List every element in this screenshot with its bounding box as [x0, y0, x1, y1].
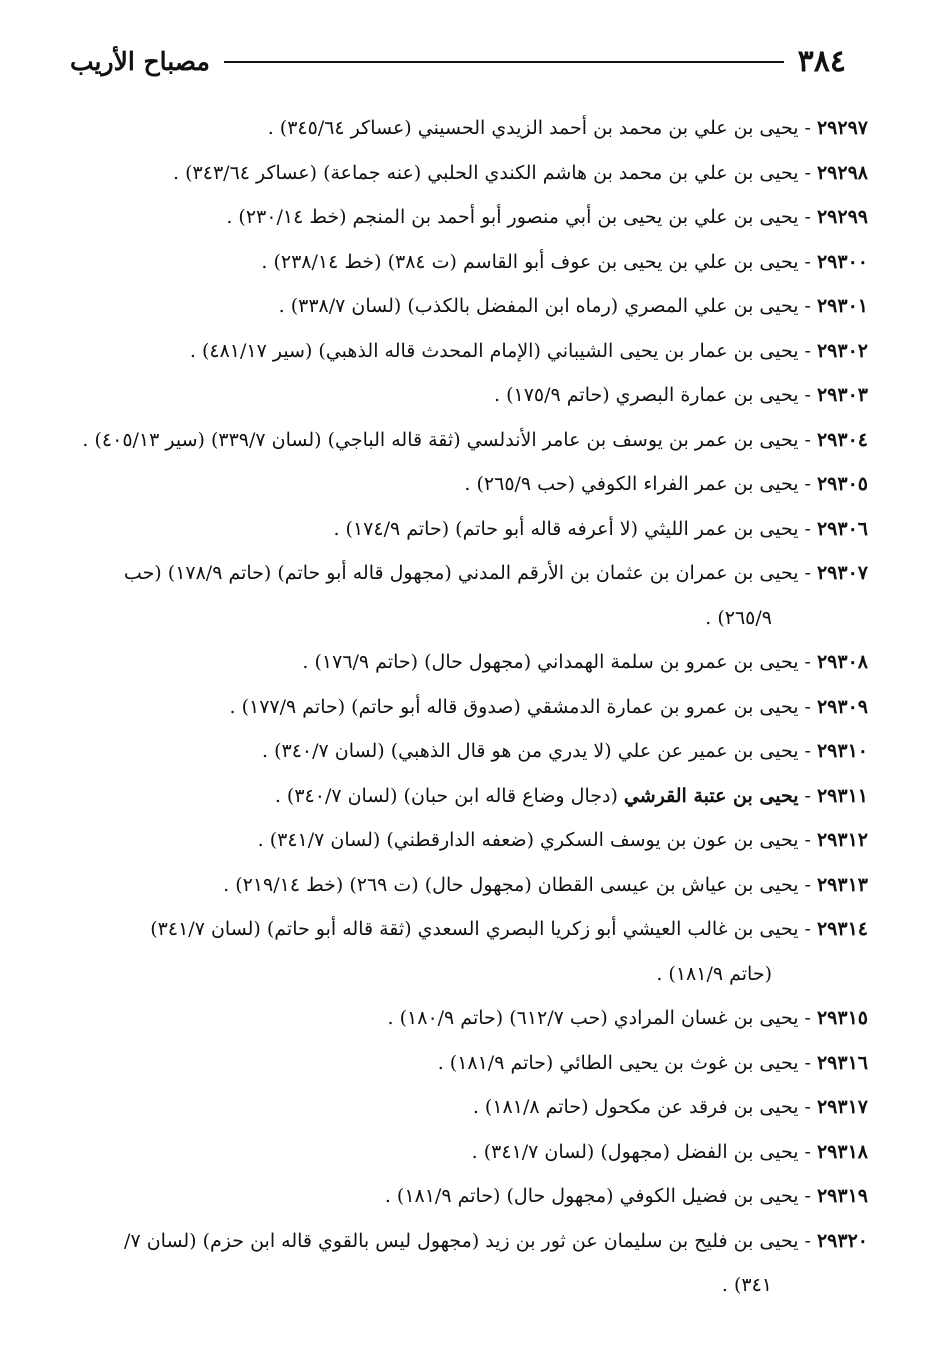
entry-text: يحيى بن عمرو بن سلمة الهمداني (مجهول حال) (حاتم ١٧٦/٩) . — [302, 651, 799, 673]
entry-row — [70, 996, 868, 1041]
entry-dash: - — [804, 250, 811, 273]
entry-text: يحيى بن عمار بن يحيى الشيباني (الإمام المحدث قاله الذهبي) (سير ٤٨١/١٧) . — [189, 339, 799, 362]
entry-dash: - — [804, 873, 811, 896]
entry-name-bold: يحيى بن عتبة القرشي — [623, 784, 799, 807]
entry-row — [70, 1085, 868, 1130]
entry-text: يحيى بن الفضل (مجهول) (لسان ٣٤١/٧) . — [471, 1140, 799, 1163]
entry-dash: - — [804, 206, 811, 228]
entry-dash: - — [804, 473, 811, 495]
entry-number: ٢٩٣١٢ — [816, 829, 868, 851]
entry-number: ٢٩٣١٨ — [816, 1140, 868, 1163]
entry-dash: - — [804, 918, 811, 940]
entry-text: يحيى بن عياش بن عيسى القطان (مجهول حال) (ت ٢٦٩) (خط ٢١٩/١٤) . — [223, 873, 799, 896]
entry-number: ٢٩٢٩٧ — [816, 117, 868, 139]
entry-row — [70, 1041, 868, 1086]
entry-dash: - — [804, 339, 811, 362]
entry-row — [70, 1174, 868, 1219]
entry-text: يحيى بن عمر الليثي (لا أعرفه قاله أبو حاتم) (حاتم ١٧٤/٩) . — [333, 517, 799, 540]
entry-text: يحيى بن علي بن محمد بن هاشم الكندي الحلبي (عنه جماعة) (عساكر ٣٤٣/٦٤) . — [173, 161, 799, 184]
entry-row — [70, 106, 868, 151]
entry-number: ٢٩٣٠٩ — [816, 695, 868, 718]
entry-row — [70, 818, 868, 863]
entry-number: ٢٩٣١٩ — [816, 1185, 868, 1207]
entry-number: ٢٩٣٠٤ — [816, 428, 868, 451]
entry-dash: - — [804, 784, 811, 807]
entry-row — [70, 284, 868, 329]
entry-dash: - — [804, 117, 811, 139]
entry-number: ٢٩٣١٠ — [816, 740, 868, 762]
entry-number: ٢٩٣١٥ — [816, 1007, 868, 1029]
entry-row — [70, 1219, 868, 1308]
entry-continuation: ٢٦٥/٩) . — [705, 606, 772, 629]
entry-dash: - — [804, 740, 811, 762]
entry-number: ٢٩٣٠٦ — [816, 517, 868, 540]
entries-list — [70, 106, 868, 1308]
entry-row — [70, 151, 868, 196]
entry-number: ٢٩٣٠١ — [816, 295, 868, 317]
entry-dash: - — [804, 651, 811, 673]
entry-number: ٢٩٣٠٢ — [816, 339, 868, 362]
entry-row — [70, 240, 868, 285]
entry-text: يحيى بن عمرو بن عمارة الدمشقي (صدوق قاله أبو حاتم) (حاتم ١٧٧/٩) . — [229, 695, 799, 718]
entry-number: ٢٩٣٠٣ — [816, 384, 868, 406]
entry-text: يحيى بن عمارة البصري (حاتم ١٧٥/٩) . — [493, 384, 799, 406]
entry-number: ٢٩٢٩٩ — [816, 206, 868, 228]
entry-text: يحيى بن علي بن يحيى بن أبي منصور أبو أحمد بن المنجم (خط ٢٣٠/١٤) . — [226, 206, 799, 228]
entry-number: ٢٩٣١٦ — [816, 1051, 868, 1074]
entry-text: يحيى بن عون بن يوسف السكري (ضعفه الدارقطني) (لسان ٣٤١/٧) . — [257, 829, 799, 851]
entry-dash: - — [804, 562, 811, 584]
entry-text: يحيى بن غالب العيشي أبو زكريا البصري السعدي (ثقة قاله أبو حاتم) (لسان ٣٤١/٧) — [150, 918, 799, 940]
entry-number: ٢٩٣١٣ — [816, 873, 868, 896]
entry-number: ٢٩٣١٧ — [816, 1096, 868, 1118]
entry-number: ٢٩٣٠٥ — [816, 473, 868, 495]
entry-dash: - — [804, 161, 811, 184]
entry-text: يحيى بن علي بن يحيى بن عوف أبو القاسم (ت ٣٨٤) (خط ٢٣٨/١٤) . — [261, 250, 799, 273]
entry-text: يحيى بن فليح بن سليمان عن ثور بن زيد (مجهول ليس بالقوي قاله ابن حزم) (لسان ٧/ — [124, 1229, 799, 1252]
entry-row — [70, 507, 868, 552]
entry-row — [70, 640, 868, 685]
header-rule — [224, 61, 784, 63]
entry-dash: - — [804, 829, 811, 851]
entry-row — [70, 551, 868, 640]
entry-text: يحيى بن علي بن محمد بن أحمد الزيدي الحسيني (عساكر ٣٤٥/٦٤) . — [267, 117, 799, 139]
entry-number: ٢٩٣٢٠ — [816, 1229, 868, 1252]
entry-row — [70, 774, 868, 819]
entry-row — [70, 195, 868, 240]
entry-row — [70, 462, 868, 507]
entry-row — [70, 329, 868, 374]
entry-text: يحيى بن عمر الفراء الكوفي (حب ٢٦٥/٩) . — [464, 473, 799, 495]
entry-dash: - — [804, 1140, 811, 1163]
entry-dash: - — [804, 695, 811, 718]
entry-dash: - — [804, 1096, 811, 1118]
entry-number: ٢٩٣٠٨ — [816, 651, 868, 673]
entry-text: يحيى بن فرقد عن مكحول (حاتم ١٨١/٨) . — [472, 1096, 799, 1118]
entry-number: ٢٩٣١٤ — [816, 918, 868, 940]
entry-dash: - — [804, 1229, 811, 1252]
entry-text: يحيى بن غوث بن يحيى الطائي (حاتم ١٨١/٩) . — [437, 1051, 799, 1074]
entry-row — [70, 685, 868, 730]
entry-row — [70, 729, 868, 774]
entry-text: يحيى بن غسان المرادي (حب ٦١٢/٧) (حاتم ١٨٠/٩) . — [387, 1007, 799, 1029]
entry-text: يحيى بن عمران بن عثمان بن الأرقم المدني (مجهول قاله أبو حاتم) (حاتم ١٧٨/٩) (حب — [123, 562, 799, 584]
entry-row — [70, 418, 868, 463]
book-title: مصباح الأريب — [70, 46, 210, 76]
entry-text: يحيى بن عمير عن علي (لا يدري من هو قال الذهبي) (لسان ٣٤٠/٧) . — [262, 740, 799, 762]
entry-continuation: ٣٤١) . — [721, 1274, 772, 1296]
entry-dash: - — [804, 1007, 811, 1029]
entry-row — [70, 863, 868, 908]
entry-dash: - — [804, 1185, 811, 1207]
entry-dash: - — [804, 1051, 811, 1074]
page-number: ٣٨٤ — [797, 43, 846, 79]
entry-text: يحيى بن علي المصري (رماه ابن المفضل بالكذب) (لسان ٣٣٨/٧) . — [278, 295, 799, 317]
entry-row — [70, 1130, 868, 1175]
entry-row — [70, 373, 868, 418]
entry-text: (دجال وضاع قاله ابن حبان) (لسان ٣٤٠/٧) . — [274, 784, 618, 807]
entry-dash: - — [804, 384, 811, 406]
entry-number: ٢٩٣٠٧ — [816, 562, 868, 584]
entry-number: ٢٩٣٠٠ — [816, 250, 868, 273]
entry-text: يحيى بن فضيل الكوفي (مجهول حال) (حاتم ١٨١/٩) . — [384, 1185, 799, 1207]
page-header — [70, 36, 846, 86]
entry-text: يحيى بن عمر بن يوسف بن عامر الأندلسي (ثقة قاله الباجي) (لسان ٣٣٩/٧) (سير ٤٠٥/١٣) . — [82, 428, 799, 451]
entry-dash: - — [804, 428, 811, 451]
entry-row — [70, 907, 868, 996]
entry-number: ٢٩٢٩٨ — [816, 161, 868, 184]
entry-number: ٢٩٣١١ — [816, 784, 868, 807]
entry-dash: - — [804, 517, 811, 540]
entry-dash: - — [804, 295, 811, 317]
entry-continuation: (حاتم ١٨١/٩) . — [656, 962, 772, 985]
